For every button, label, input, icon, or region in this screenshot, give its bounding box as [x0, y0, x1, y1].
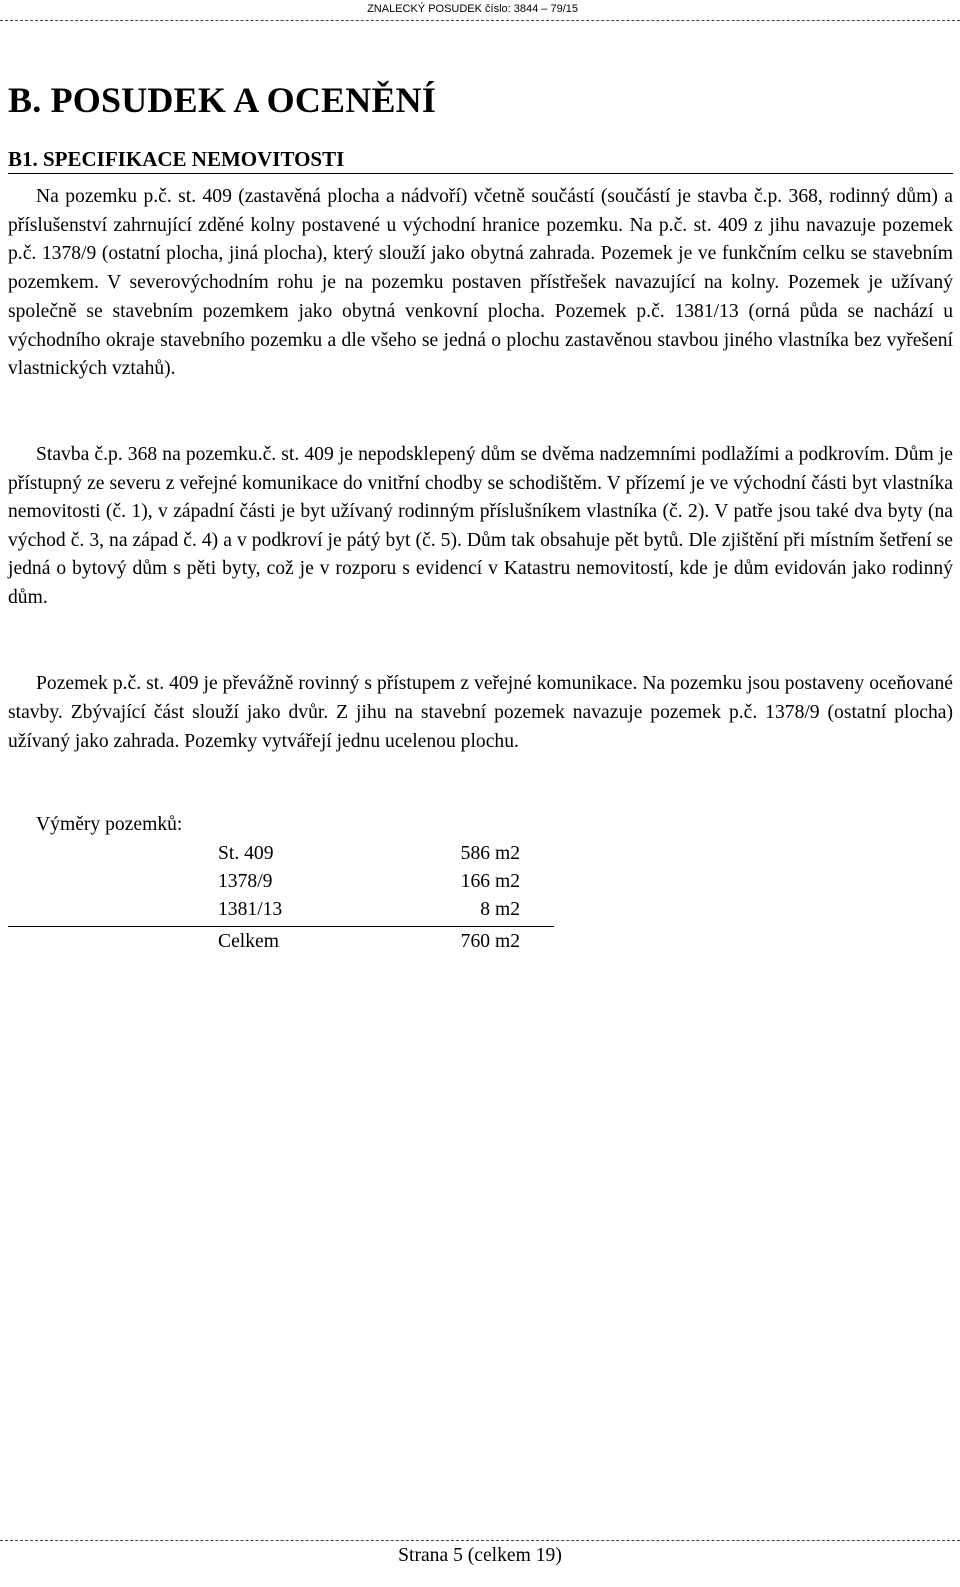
areas-row — [218, 896, 520, 924]
subtitle-underline — [8, 173, 953, 174]
areas-total-value: 760 m2 — [460, 931, 520, 952]
areas-row-value: 586 m2 — [460, 843, 520, 864]
page-number: Strana 5 (celkem 19) — [398, 1545, 562, 1566]
section-title: B. POSUDEK A OCENĚNÍ — [8, 80, 437, 120]
paragraph-building-description: Stavba č.p. 368 na pozemku.č. st. 409 je nepodsklepený dům se dvěma nadzemními podlažími a podkrovím. Dům je přístupný ze severu z veřejné komunikace do vnitřní chodby se schodištěm. V přízemí je ve východní části byt vlastníka nemovitosti (č. 1), v západní části je byt užívaný rodinným příslušníkem vlastníka (č. 2). V patře jsou také dva byty (na východ č. 3, na západ č. 4) a v podkroví je pátý byt (č. 5). Dům tak obsahuje pět bytů. Dle zjištění při místním šetření se jedná o bytový dům s pěti byty, což je v rozporu s evidencí v Katastru nemovitostí, kde je dům evidován jako rodinný dům. — [8, 444, 953, 608]
section-subtitle: B1. SPECIFIKACE NEMOVITOSTI — [8, 147, 345, 171]
header-title: ZNALECKÝ POSUDEK číslo: 3844 – 79/15 — [367, 3, 578, 15]
areas-row-label: 1381/13 — [218, 899, 283, 920]
paragraph-land-description: Na pozemku p.č. st. 409 (zastavěná plocha a nádvoří) včetně součástí (součástí je stavba č.p. 368, rodinný dům) a příslušenství zahrnující zděné kolny postavené u východní hranice pozemku. Na p.č. st. 409 z jihu navazuje pozemek p.č. 1378/9 (ostatní plocha, jiná plocha), který slouží jako obytná zahrada. Pozemek je ve funkčním celku se stavebním pozemkem. V severovýchodním rohu je na pozemku postaven přístřešek navazující na kolny. Pozemek je užívaný společně se stavebním pozemkem jako obytná venkovní plocha. Pozemek p.č. 1381/13 (orná půda se nachází u východního okraje stavebního pozemku a dle všeho se jedná o plochu zastavěnou stavbou jiného vlastníka bez vyřešení vlastnických vztahů). — [8, 186, 953, 380]
areas-total-row — [218, 928, 520, 956]
areas-row-label: St. 409 — [218, 843, 274, 864]
areas-row — [218, 868, 520, 896]
areas-row-label: 1378/9 — [218, 871, 273, 892]
areas-total-rule — [8, 926, 554, 927]
paragraph-plot-description: Pozemek p.č. st. 409 je převážně rovinný s přístupem z veřejné komunikace. Na pozemku jsou postaveny oceňované stavby. Zbývající část slouží jako dvůr. Z jihu na stavební pozemek navazuje pozemek p.č. 1378/9 (ostatní plocha) užívaný jako zahrada. Pozemky vytvářejí jednu ucelenou plochu. — [8, 673, 953, 752]
areas-row-value: 8 m2 — [480, 899, 520, 920]
footer-rule — [0, 1540, 960, 1541]
areas-title: Výměry pozemků: — [36, 814, 183, 835]
areas-row — [218, 840, 520, 868]
areas-row-value: 166 m2 — [460, 871, 520, 892]
running-header — [0, 0, 960, 21]
areas-total-label: Celkem — [218, 931, 279, 952]
